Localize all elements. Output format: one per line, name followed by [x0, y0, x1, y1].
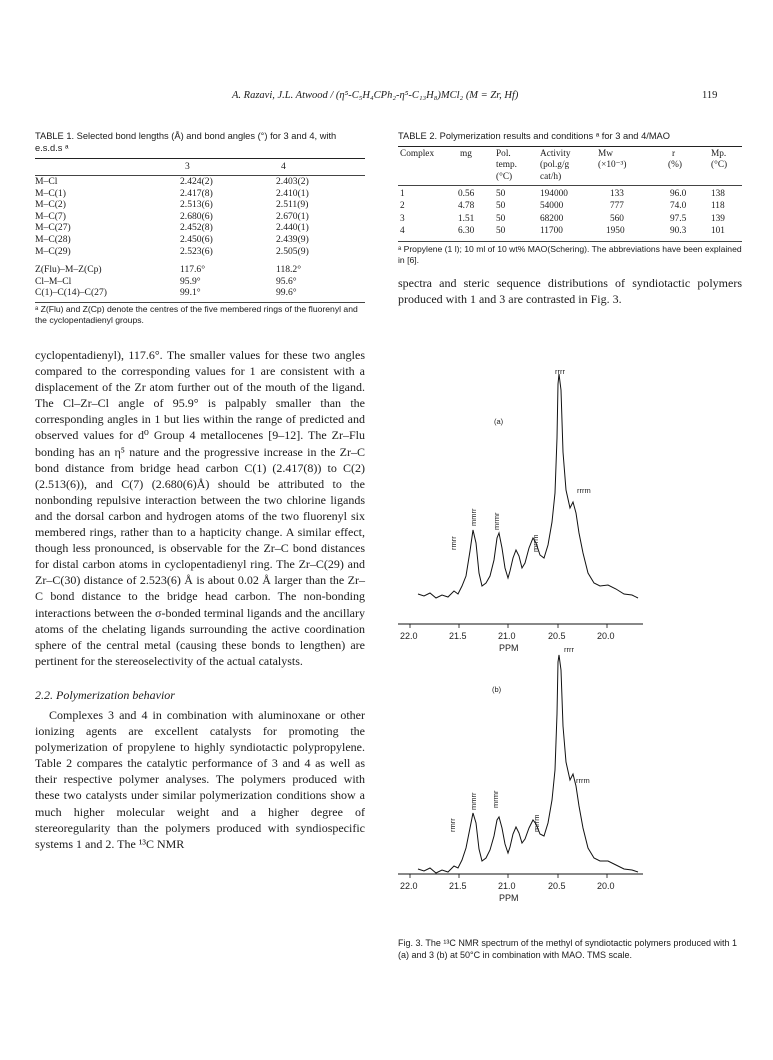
table1-col-4: 4 — [281, 161, 286, 172]
cell-r: 74.0 — [670, 201, 687, 212]
cell-value: 95.9° — [180, 275, 201, 287]
spectrum-a-top-peak: rrrr — [555, 367, 565, 376]
cell-complex: 1 — [400, 189, 405, 199]
row-label: M–C(29) — [35, 245, 71, 257]
cell-mw: 1950 — [606, 225, 625, 236]
table1-bond-lengths — [35, 176, 356, 257]
table2-body — [398, 188, 742, 237]
cell-value: 2.410(1) — [276, 187, 309, 199]
col-activity-line: Activity — [540, 149, 571, 159]
cell-value: 2.511(9) — [276, 199, 309, 211]
spectrum-a-peak-mmrr: mmrr — [469, 508, 478, 526]
spectrum-b-axis-unit: PPM — [499, 893, 519, 903]
body-left-column — [35, 347, 365, 852]
cell-mg: 6.30 — [458, 225, 475, 236]
table-row — [398, 225, 742, 237]
row-label: C(1)–C(14)–C(27) — [35, 287, 107, 299]
col-mp-line: (°C) — [711, 160, 728, 171]
row-label: M–C(28) — [35, 233, 71, 245]
col-activity — [540, 149, 570, 183]
col-r — [668, 149, 682, 172]
cell-value: 99.1° — [180, 287, 201, 299]
row-label: Cl–M–Cl — [35, 275, 72, 287]
table1-top-rule — [35, 158, 365, 159]
table-row — [35, 188, 356, 200]
body-paragraph-1: cyclopentadienyl), 117.6°. The smaller values for these two angles compared to the corresponding values for 1 are consistent with a displacement of the Zr atom further out of the mouth of the ligand. The Cl–Zr–Cl angle of 95.9° is palpably smaller than the corresponding angles in 1 but lies within the range of predicted and observed values for d⁰ Group 4 metallocenes [9–12]. The Zr–Flu bonding has an η⁵ nature and the progressive increase in the Zr–C bond distance from bridge head carbon C(1) (2.417(8)) to C(2) (2.513(6)), and C(7) (2.680(6)Å) should be attributed to the nonbonding repulsive interaction between the two chlorine ligands and the dorsal carbon and hydrogen atoms of the two fluorenyl six membered rings, rather than to a hapticity change. A similar effect, though less pronounced, is observable for the Zr–C bond distances for distal carbon atoms in cyclopentadienyl ring. The Zr–C(29) and Zr–C(30) distance of 2.523(6) Å is about 0.02 Å larger than the Zr–C bond distance to the bridge head carbon. The non-bonding interactions between the σ-bonded terminal ligands and the ancillary atoms of the chelating ligands surrounding the active coordination sphere of the central metal (causing these bonds to lengthen) are pertinent for the stereoselectivity of the actual catalysts. — [35, 348, 365, 668]
section-title: 2.2. Polymerization behavior — [35, 687, 175, 702]
cell-mg: 0.56 — [458, 189, 475, 199]
col-pol-temp-line: (°C) — [496, 171, 513, 182]
cell-value: 2.505(9) — [276, 245, 309, 257]
spectrum-b-top-peak: rrrr — [564, 645, 574, 654]
nmr-figure — [398, 362, 743, 960]
table-row — [35, 287, 356, 299]
table-row — [35, 264, 356, 276]
spectrum-a-tick: 20.5 — [548, 631, 566, 641]
table-row — [398, 188, 742, 200]
page-number: 119 — [702, 90, 718, 101]
spectrum-a-tick: 20.0 — [597, 631, 615, 641]
spectrum-a-label: (a) — [494, 417, 504, 426]
cell-activity: 68200 — [540, 213, 564, 224]
spectrum-b-peak-mrmr: mrmr — [491, 790, 500, 808]
row-label: M–C(2) — [35, 199, 66, 211]
cell-mp: 101 — [711, 225, 725, 236]
spectrum-a-peak-mrmr: mrmr — [492, 512, 501, 530]
spectrum-a-tick: 21.0 — [498, 631, 516, 641]
table2-top-rule — [398, 146, 742, 147]
row-label: M–C(1) — [35, 187, 66, 199]
table1-bond-angles — [35, 264, 356, 299]
col-mw-line: (×10⁻³) — [598, 160, 627, 171]
figure-caption: Fig. 3. The ¹³C NMR spectrum of the methyl of syndiotactic polymers produced with 1 (a) and 3 (b) at 50°C in combination with MAO. TMS scale. — [398, 938, 737, 960]
cell-r: 96.0 — [670, 189, 687, 199]
running-title: A. Razavi, J.L. Atwood / (η⁵-C₅H₄CPh₂-η⁵-C₁₃H₈)MCl₂ (M = Zr, Hf) — [232, 90, 519, 101]
cell-value: 2.417(8) — [180, 187, 213, 199]
spectrum-b-tick: 21.0 — [498, 881, 516, 891]
table-row — [35, 176, 356, 188]
cell-value: 95.6° — [276, 275, 297, 287]
col-activity-line: cat/h) — [540, 171, 562, 182]
table-row — [35, 199, 356, 211]
spectrum-b-tick: 22.0 — [400, 881, 418, 891]
table1-col-3: 3 — [185, 161, 190, 172]
cell-mw: 133 — [610, 189, 624, 199]
col-pol-temp-line: temp. — [496, 160, 517, 171]
col-activity-line: (pol.g/g — [540, 160, 570, 171]
col-mw — [598, 149, 626, 172]
row-label: M–C(7) — [35, 210, 66, 222]
spectrum-b-peak-rmrr: rmrr — [448, 818, 457, 832]
table2-head-rule — [398, 185, 742, 186]
cell-value: 2.403(2) — [276, 176, 309, 187]
table2-caption: TABLE 2. Polymerization results and conditions ᵃ for 3 and 4/MAO — [398, 131, 670, 141]
cell-value: 2.450(6) — [180, 233, 213, 245]
body-paragraph-2: Complexes 3 and 4 in combination with aluminoxane or other ionizing agents are excellent catalysts for promoting the polymerization of propylene to highly syndiotactic polypropylene. Table 2 compares the catalytic performance of 3 and 4 as well as their respective polymer analyses. The polymers produced with these two catalysts under similar polymerization conditions show a much higher molecular weight and a higher degree of stereoregularity than the polymers produced with syndiospecific systems 1 and 2. The ¹³C NMR — [35, 707, 365, 851]
spectrum-a-tick-marks — [410, 624, 607, 628]
col-mw-line: Mw — [598, 149, 613, 159]
col-pol-temp — [496, 149, 517, 183]
cell-value: 2.513(6) — [180, 199, 213, 211]
row-label: M–C(27) — [35, 222, 71, 234]
cell-value: 2.680(6) — [180, 210, 213, 222]
cell-mp: 118 — [711, 201, 725, 212]
cell-value: 2.452(8) — [180, 222, 213, 234]
spectrum-b-tick: 20.0 — [597, 881, 615, 891]
spectrum-b-peak-mrrm: mrrm — [532, 814, 541, 832]
cell-complex: 4 — [400, 225, 405, 236]
cell-complex: 2 — [400, 201, 405, 212]
spectrum-b-trace — [418, 655, 638, 873]
cell-value: 2.670(1) — [276, 210, 309, 222]
cell-activity: 11700 — [540, 225, 563, 236]
cell-r: 97.5 — [670, 213, 687, 224]
table-row — [35, 222, 356, 234]
col-mp-line: Mp. — [711, 149, 727, 159]
table-row — [35, 211, 356, 223]
cell-temp: 50 — [496, 225, 506, 236]
cell-activity: 194000 — [540, 189, 568, 199]
col-mg: mg — [460, 149, 472, 159]
cell-value: 117.6° — [180, 264, 206, 275]
table-row — [35, 276, 356, 288]
spectrum-a-axis-unit: PPM — [499, 643, 519, 653]
cell-temp: 50 — [496, 201, 506, 212]
col-r-line: r — [672, 149, 676, 159]
table-row — [35, 234, 356, 246]
spectrum-b-tick: 21.5 — [449, 881, 467, 891]
right-column-text: spectra and steric sequence distributions of syndiotactic polymers produced with 1 and 3 are contrasted in Fig. 3. — [398, 276, 742, 307]
row-label: Z(Flu)–M–Z(Cp) — [35, 264, 102, 275]
cell-temp: 50 — [496, 189, 506, 199]
spectrum-a-peak-rmrr: rmrr — [449, 536, 458, 550]
cell-mp: 138 — [711, 189, 725, 199]
table1-caption: TABLE 1. Selected bond lengths (Å) and bond angles (°) for 3 and 4, with e.s.d.s ᵃ — [35, 131, 337, 153]
spectrum-b-label: (b) — [492, 685, 502, 694]
cell-mg: 1.51 — [458, 213, 475, 224]
cell-temp: 50 — [496, 213, 506, 224]
table2-header — [398, 149, 742, 189]
table1-bottom-rule — [35, 302, 365, 303]
cell-mp: 139 — [711, 213, 725, 224]
spectrum-b-tick: 20.5 — [548, 881, 566, 891]
col-mp — [711, 149, 727, 172]
running-header — [0, 90, 773, 110]
spectrum-a-tick: 21.5 — [449, 631, 467, 641]
spectrum-b-peak-rrrm: rrrm — [576, 776, 590, 785]
spectrum-a-peak-mrrm: mrrm — [531, 534, 540, 552]
col-r-line: (%) — [668, 160, 682, 171]
cell-value: 99.6° — [276, 287, 297, 299]
cell-r: 90.3 — [670, 225, 687, 236]
row-label: M–Cl — [35, 176, 58, 187]
cell-value: 2.523(6) — [180, 245, 213, 257]
cell-mg: 4.78 — [458, 201, 475, 212]
table2-footnote: ᵃ Propylene (1 l); 10 ml of 10 wt% MAO(Schering). The abbreviations have been explained in [6]. — [398, 244, 742, 265]
cell-mw: 560 — [610, 213, 624, 224]
spectrum-b-peak-mmrr: mmrr — [469, 792, 478, 810]
cell-complex: 3 — [400, 213, 405, 224]
spectrum-a-peak-rrrm: rrrm — [577, 486, 591, 495]
cell-activity: 54000 — [540, 201, 564, 212]
spectrum-a-tick: 22.0 — [400, 631, 418, 641]
col-complex: Complex — [400, 149, 435, 159]
cell-value: 2.424(2) — [180, 176, 213, 187]
table-row — [398, 213, 742, 225]
cell-value: 2.439(9) — [276, 233, 309, 245]
spectrum-b — [398, 645, 643, 903]
table-row — [35, 246, 356, 258]
cell-value: 2.440(1) — [276, 222, 309, 234]
table2-bottom-rule — [398, 241, 742, 242]
spectrum-a — [398, 367, 643, 653]
spectrum-b-tick-marks — [410, 874, 607, 878]
cell-value: 118.2° — [276, 264, 302, 275]
table1-footnote: ᵃ Z(Flu) and Z(Cp) denote the centres of the five membered rings of the fluorenyl and the cyclopentadienyl groups. — [35, 304, 358, 325]
cell-mw: 777 — [610, 201, 624, 212]
col-pol-temp-line: Pol. — [496, 149, 511, 159]
table-row — [398, 200, 742, 212]
spectrum-a-trace — [418, 374, 638, 598]
